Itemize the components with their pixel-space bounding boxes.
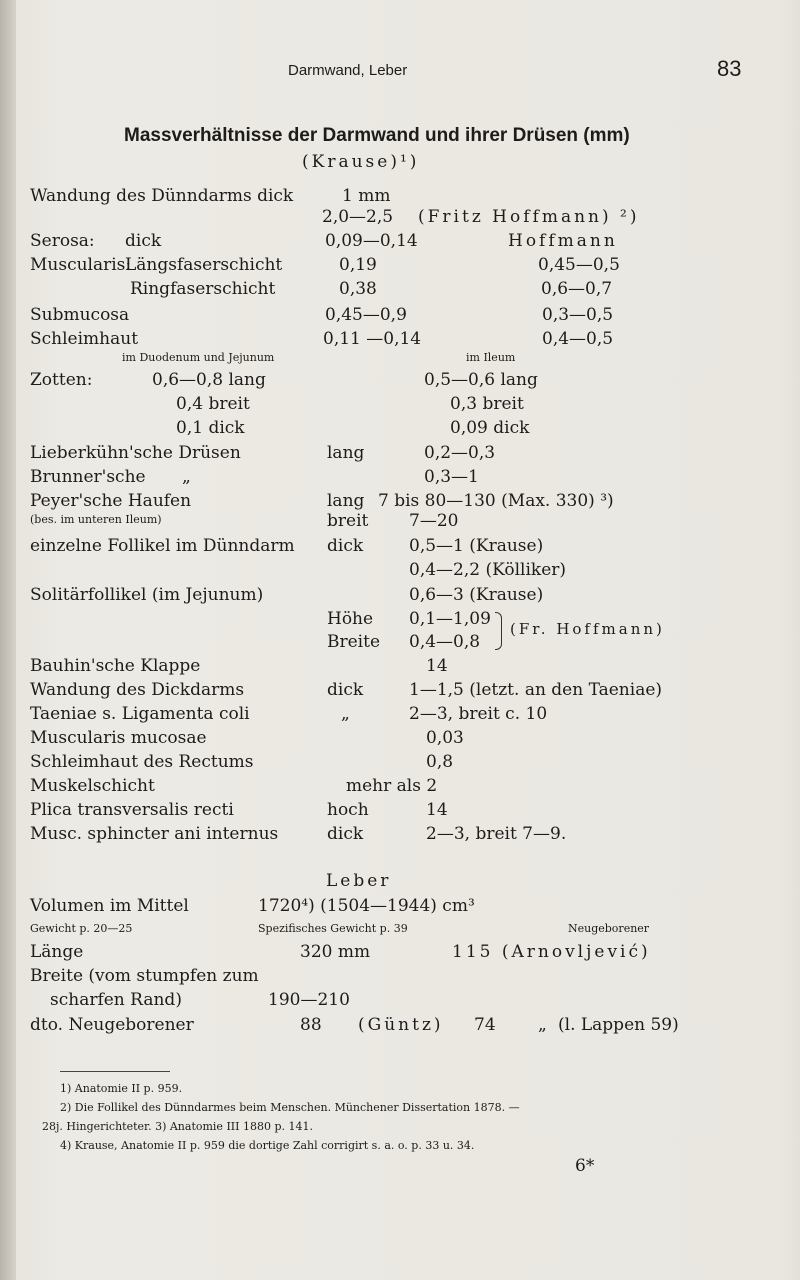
schleimhaut-label: Schleimhaut	[30, 329, 139, 349]
dto-note: (l. Lappen 59)	[558, 1015, 679, 1035]
dto-value-2: 74	[474, 1015, 496, 1035]
subheading-duodenum: im Duodenum und Jejunum	[122, 351, 275, 364]
volumen-label: Volumen im Mittel	[30, 896, 189, 916]
follikel-dim: dick	[327, 536, 364, 556]
section-title: Massverhältnisse der Darmwand und ihrer Drüsen (mm)	[124, 125, 630, 146]
volumen-value: 1720⁴) (1504—1944) cm³	[258, 896, 475, 916]
zotten-label: Zotten:	[30, 370, 93, 390]
dto-ditto: „	[538, 1015, 547, 1035]
wandung-label: Wandung des Dünndarms dick	[30, 186, 294, 206]
laenge-label: Länge	[30, 942, 84, 962]
peyer-value: 7 bis 80—130 (Max. 330) ³)	[378, 491, 614, 511]
zotten-dick-ileum: 0,09 dick	[450, 418, 530, 438]
plica-value: 14	[426, 800, 448, 820]
sphincter-value: 2—3, breit 7—9.	[426, 824, 567, 844]
dickdarm-label: Wandung des Dickdarms	[30, 680, 245, 700]
dickdarm-value: 1—1,5 (letzt. an den Taeniae)	[409, 680, 663, 700]
dto-label: dto. Neugeborener	[30, 1015, 194, 1035]
book-spine-shadow	[0, 0, 16, 1280]
zotten-breit: 0,4 breit	[176, 394, 250, 414]
muscularis-ring-hoffmann: 0,6—0,7	[541, 279, 613, 299]
taeniae-ditto: „	[341, 704, 350, 724]
wandung-value: 1 mm	[342, 186, 391, 206]
footnote-2-cont: 28j. Hingerichteter. 3) Anatomie III 1880 p. 141.	[42, 1120, 313, 1133]
taeniae-label: Taeniae s. Ligamenta coli	[30, 704, 250, 724]
brunner-value: 0,3—1	[424, 467, 479, 487]
brace	[495, 612, 502, 650]
laenge-neugeborener: 115 (Arnovljević)	[452, 942, 651, 962]
solitaer-label: Solitärfollikel (im Jejunum)	[30, 585, 264, 605]
breite-label-line1: Breite (vom stumpfen zum	[30, 966, 259, 986]
dto-source: (Güntz)	[358, 1015, 444, 1035]
schleimhaut-value: 0,11 —0,14	[323, 329, 422, 349]
leber-title: Leber	[326, 871, 392, 891]
zotten-dick: 0,1 dick	[176, 418, 245, 438]
solitaer-hoehe-value: 0,1—1,09	[409, 609, 491, 629]
muscularis-ring: Ringfaserschicht	[130, 279, 276, 299]
breite-label-line2: scharfen Rand)	[50, 990, 182, 1010]
footnote-1: 1) Anatomie II p. 959.	[60, 1082, 183, 1095]
rectum-value: 0,8	[426, 752, 454, 772]
solitaer-breite-value: 0,4—0,8	[409, 632, 481, 652]
zotten-lang-ileum: 0,5—0,6 lang	[424, 370, 538, 390]
muscularis-long-value: 0,19	[339, 255, 377, 275]
peyer-value-breit: 7—20	[409, 511, 459, 531]
muscularis-long: Längsfaserschicht	[125, 255, 283, 275]
subheading-ileum: im Ileum	[466, 351, 516, 364]
taeniae-value: 2—3, breit c. 10	[409, 704, 548, 724]
zotten-breit-ileum: 0,3 breit	[450, 394, 524, 414]
footnote-rule	[60, 1071, 170, 1072]
dto-value: 88	[300, 1015, 322, 1035]
solitaer-source: (Fr. Hoffmann)	[510, 620, 665, 638]
running-header: Darmwand, Leber	[288, 62, 408, 79]
plica-dim: hoch	[327, 800, 369, 820]
brunner-ditto: „	[182, 467, 191, 487]
bauhin-value: 14	[426, 656, 448, 676]
wandung-alt-source: (Fritz Hoffmann) ²)	[418, 207, 640, 227]
submucosa-value: 0,45—0,9	[325, 305, 407, 325]
musc-mucosae-label: Muscularis mucosae	[30, 728, 207, 748]
sphincter-dim: dick	[327, 824, 364, 844]
serosa-label: Serosa:	[30, 231, 95, 251]
submucosa-hoffmann: 0,3—0,5	[542, 305, 614, 325]
follikel-label: einzelne Follikel im Dünndarm	[30, 536, 295, 556]
footnote-4: 4) Krause, Anatomie II p. 959 die dortige Zahl corrigirt s. a. o. p. 33 u. 34.	[60, 1139, 475, 1152]
lieberkuehn-label: Lieberkühn'sche Drüsen	[30, 443, 241, 463]
musc-mucosae-value: 0,03	[426, 728, 464, 748]
breite-value: 190—210	[268, 990, 350, 1010]
follikel-value-krause: 0,5—1 (Krause)	[409, 536, 544, 556]
spezifisches-gewicht-label: Spezifisches Gewicht p. 39	[258, 922, 408, 935]
column-hoffmann: Hoffmann	[508, 231, 618, 251]
peyer-dim-breit: breit	[327, 511, 369, 531]
page-number: 83	[717, 56, 742, 81]
solitaer-value-krause: 0,6—3 (Krause)	[409, 585, 544, 605]
submucosa-label: Submucosa	[30, 305, 130, 325]
peyer-label: Peyer'sche Haufen	[30, 491, 192, 511]
rectum-label: Schleimhaut des Rectums	[30, 752, 254, 772]
serosa-value: 0,09—0,14	[325, 231, 418, 251]
footnote-2: 2) Die Follikel des Dünndarmes beim Menschen. Münchener Dissertation 1878. —	[60, 1101, 520, 1114]
dickdarm-dim: dick	[327, 680, 364, 700]
lieberkuehn-value: 0,2—0,3	[424, 443, 496, 463]
plica-label: Plica transversalis recti	[30, 800, 234, 820]
zotten-lang: 0,6—0,8 lang	[152, 370, 266, 390]
peyer-dim: lang	[327, 491, 365, 511]
follikel-value-koelliker: 0,4—2,2 (Kölliker)	[409, 560, 567, 580]
sphincter-label: Musc. sphincter ani internus	[30, 824, 279, 844]
neugeborener-label: Neugeborener	[568, 922, 650, 935]
solitaer-hoehe-label: Höhe	[327, 609, 374, 629]
schleimhaut-hoffmann: 0,4—0,5	[542, 329, 614, 349]
muscularis-ring-value: 0,38	[339, 279, 377, 299]
muskelschicht-value: mehr als 2	[346, 776, 438, 796]
laenge-value: 320 mm	[300, 942, 371, 962]
serosa-dim: dick	[125, 231, 162, 251]
brunner-label: Brunner'sche	[30, 467, 146, 487]
signature-mark: 6*	[575, 1156, 595, 1176]
section-source: (Krause)¹)	[302, 152, 420, 172]
gewicht-label: Gewicht p. 20—25	[30, 922, 133, 935]
bauhin-label: Bauhin'sche Klappe	[30, 656, 201, 676]
muskelschicht-label: Muskelschicht	[30, 776, 155, 796]
lieberkuehn-dim: lang	[327, 443, 365, 463]
muscularis-long-hoffmann: 0,45—0,5	[538, 255, 620, 275]
solitaer-breite-label: Breite	[327, 632, 381, 652]
peyer-note: (bes. im unteren Ileum)	[30, 513, 162, 526]
muscularis-label: Muscularis:	[30, 255, 132, 275]
wandung-alt: 2,0—2,5	[322, 207, 394, 227]
